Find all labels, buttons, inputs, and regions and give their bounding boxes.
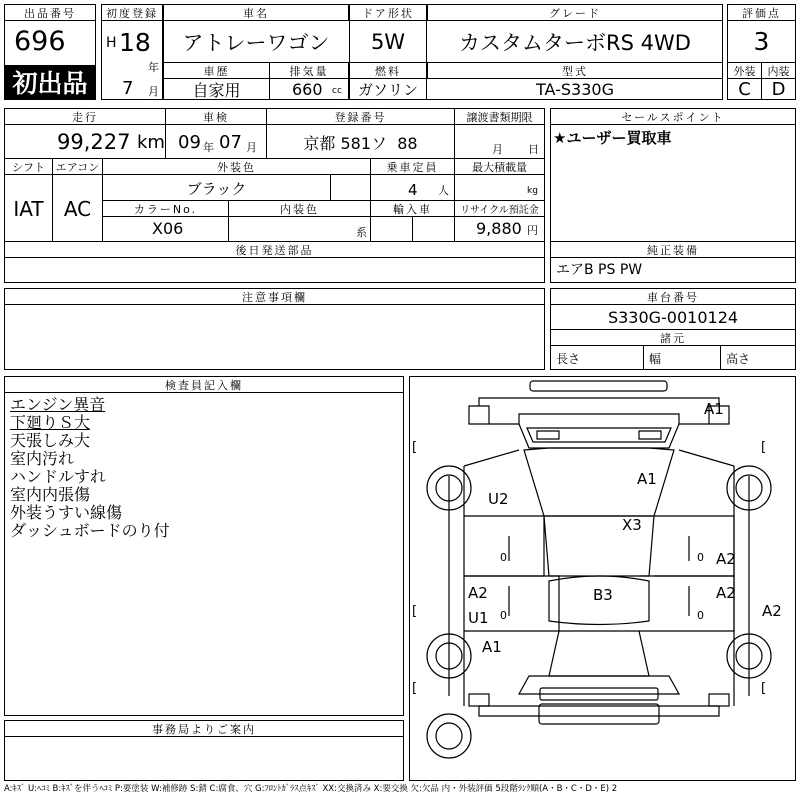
bracket-mark: [ (412, 440, 418, 455)
grade: カスタムターボRS 4WD (459, 31, 691, 55)
bracket-mark: [ (412, 681, 418, 696)
damage-code-x3: X3 (622, 516, 642, 534)
door-type: 5W (370, 30, 406, 54)
displacement-unit: cc (332, 86, 342, 96)
dimensions-label: 諸元 (550, 329, 796, 346)
interior-color-unit: 系 (356, 226, 367, 239)
shift-label: シフト (4, 158, 53, 175)
mileage-label: 走行 (4, 108, 166, 125)
inspector-notes (10, 396, 170, 540)
bracket-mark: [ (412, 604, 418, 619)
fuel-label: 燃料 (349, 62, 427, 79)
registration-label: 登録番号 (266, 108, 455, 125)
first-reg-year: 18 (119, 28, 151, 57)
capacity-value: 4 (408, 181, 418, 199)
damage-code-a1-left: A1 (482, 638, 502, 656)
import-cell-a (370, 216, 413, 242)
inspection-label: 車検 (165, 108, 267, 125)
later-parts-label: 後日発送部品 (4, 241, 545, 258)
lot-label: 出品番号 (4, 4, 96, 21)
import-label: 輸入車 (370, 200, 455, 217)
month-unit: 月 (148, 85, 159, 98)
damage-code-a1-top: A1 (704, 400, 724, 418)
chassis-label: 車台番号 (550, 288, 796, 305)
first-listing-badge: 初出品 (5, 65, 95, 99)
equipment-label: 純正装備 (550, 241, 796, 258)
fuel-value: ガソリン (357, 81, 418, 99)
damage-code-a2-right2: A2 (716, 584, 736, 602)
length-label: 長さ (556, 352, 581, 366)
damage-zero-2: 0 (697, 551, 704, 564)
exterior-color-value: ブラック (186, 179, 247, 198)
office-label: 事務局よりご案内 (4, 720, 404, 737)
transfer-month-unit: 月 (492, 143, 503, 156)
capacity-unit: 人 (438, 184, 449, 197)
legend-text: A:ｷｽﾞ U:ﾍｺﾐ B:ｷｽﾞを伴うﾍｺﾐ P:要塗装 W:補修跡 S:錆 C:腐食、穴 G:ﾌﾛﾝﾄｶﾞﾗｽ点ｷｽﾞ XX:交換済み X:要交換 欠:欠品 内・外装評価 5段階ﾗﾝｸ順(A・B・C・D・E) 2 (4, 784, 618, 794)
interior-grade: D (771, 79, 786, 100)
height-label: 高さ (726, 352, 751, 366)
car-name-label: 車名 (163, 4, 349, 21)
bracket-mark: [ (761, 681, 767, 696)
inspector-note: 外装うすい線傷 (10, 503, 123, 522)
era: H (106, 35, 117, 51)
mileage-unit: km (137, 132, 165, 153)
inspector-note: ハンドルすれ (10, 467, 107, 486)
damage-zero-4: 0 (697, 609, 704, 622)
car-body-diagram (409, 376, 796, 781)
exterior-color-label: 外装色 (102, 158, 371, 175)
inspector-label: 検査員記入欄 (4, 376, 404, 393)
aircon-label: エアコン (52, 158, 103, 175)
color-no-value: X06 (152, 219, 184, 238)
displacement-label: 排気量 (269, 62, 349, 79)
damage-code-a2-left: A2 (468, 584, 488, 602)
year-unit: 年 (148, 61, 159, 74)
door-label: ドア形状 (349, 4, 427, 21)
model-value: TA-S330G (536, 80, 614, 99)
chassis-number: S330G-0010124 (607, 307, 739, 327)
sales-point-text: ★ユーザー買取車 (553, 129, 672, 147)
recycle-label: リサイクル預託金 (454, 200, 545, 217)
notes-label: 注意事項欄 (4, 288, 545, 305)
max-load-label: 最大積載量 (454, 158, 545, 175)
color-no-label: カラーNo. (102, 200, 229, 217)
interior-label: 内装 (761, 62, 796, 79)
damage-code-b3: B3 (593, 586, 613, 604)
inspector-note: 下廻りＳ大 (10, 413, 91, 432)
damage-code-u1: U1 (468, 609, 489, 627)
max-load-unit: kg (527, 186, 538, 196)
import-cell-b (412, 216, 455, 242)
recycle-unit: 円 (527, 224, 538, 237)
interior-color-label: 内装色 (228, 200, 371, 217)
inspection-month: 07 (219, 132, 242, 153)
first-reg-label: 初度登録 (101, 4, 163, 21)
damage-zero-1: 0 (500, 551, 507, 564)
damage-code-u2: U2 (488, 490, 509, 508)
grade-label: グレード (427, 4, 723, 21)
registration-number: 京都 581ソ 88 (303, 133, 418, 153)
inspector-note: ダッシュボードのり付 (10, 521, 170, 540)
shift-value: IAT (13, 196, 44, 221)
lot-number: 696 (14, 26, 66, 57)
damage-code-a2-right1: A2 (716, 550, 736, 568)
first-reg-month: 7 (122, 78, 134, 99)
width-label: 幅 (649, 352, 662, 366)
equipment-value: エアB PS PW (556, 262, 643, 278)
damage-zero-3: 0 (500, 609, 507, 622)
inspection-year-unit: 年 (203, 141, 214, 154)
transfer-label: 譲渡書類期限 (454, 108, 545, 125)
history-value: 自家用 (192, 81, 241, 100)
score-value: 3 (753, 27, 770, 56)
aircon-value: AC (63, 196, 92, 221)
sales-point-label: セールスポイント (550, 108, 796, 125)
inspector-note: 室内汚れ (10, 449, 75, 468)
car-name: アトレーワゴン (182, 31, 330, 55)
inspection-month-unit: 月 (246, 141, 257, 154)
damage-code-a2-far-right: A2 (762, 602, 782, 620)
recycle-value: 9,880 (476, 219, 522, 238)
transfer-day-unit: 日 (528, 143, 539, 156)
history-label: 車歴 (163, 62, 270, 79)
inspector-note: エンジン異音 (10, 395, 106, 414)
exterior-color-extra-cell (330, 174, 371, 201)
score-label: 評価点 (727, 4, 796, 21)
interior-color-cell (228, 216, 371, 242)
capacity-label: 乗車定員 (370, 158, 455, 175)
inspector-note: 天張しみ大 (10, 431, 91, 450)
mileage-value: 99,227 (57, 130, 131, 154)
inspection-year: 09 (178, 132, 201, 153)
exterior-grade: C (738, 79, 751, 100)
model-label: 型式 (427, 62, 723, 79)
damage-code-a1-hood: A1 (637, 470, 657, 488)
exterior-label: 外装 (727, 62, 762, 79)
displacement-value: 660 (292, 80, 323, 99)
bracket-mark: [ (761, 440, 767, 455)
inspector-note: 室内内張傷 (10, 485, 91, 504)
